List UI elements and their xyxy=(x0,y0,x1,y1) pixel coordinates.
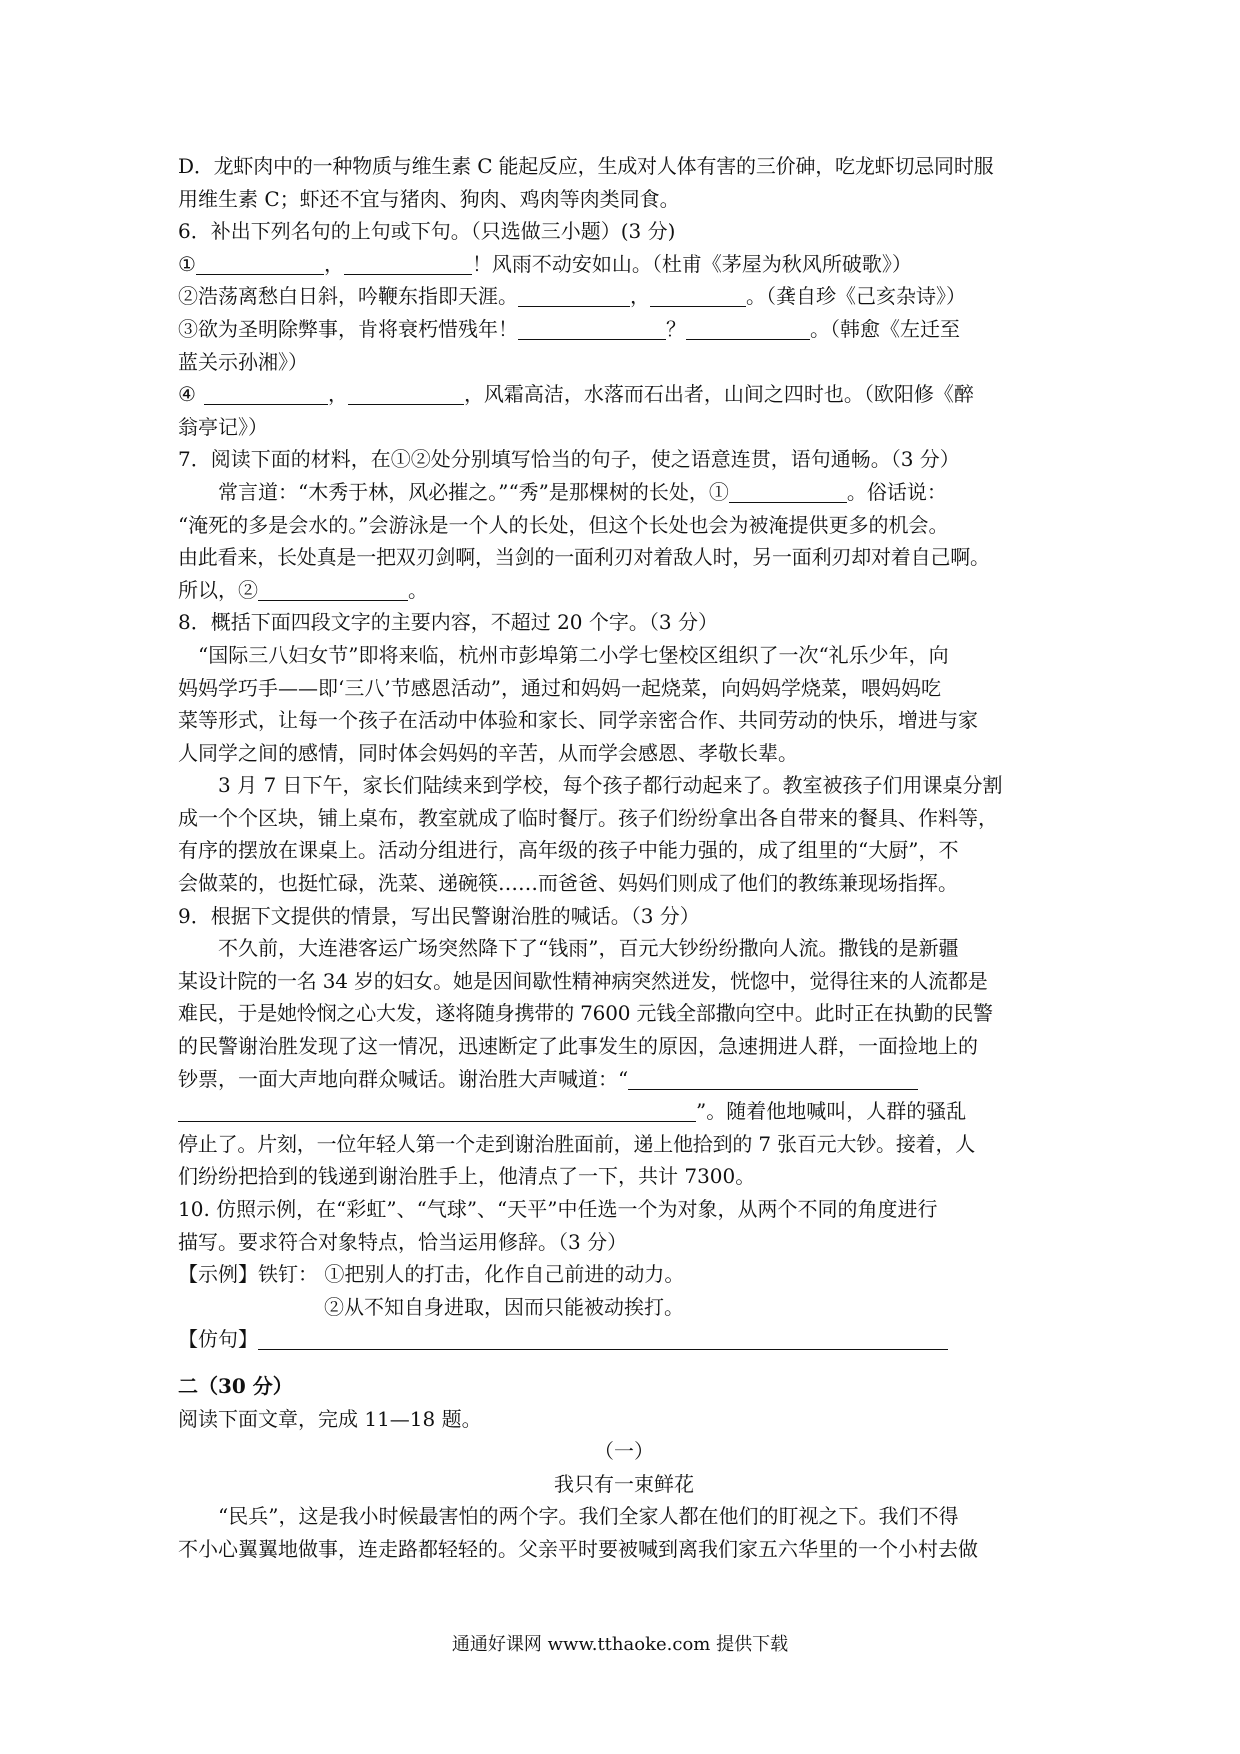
q9-para-line2: 某设计院的一名 34 岁的妇女。她是因间歇性精神病突然迸发，恍惚中，觉得往来的人流都是 xyxy=(178,968,988,993)
q9-para-line7: 停止了。片刻，一位年轻人第一个走到谢治胜面前，递上他拾到的 7 张百元大钞。接着，人 xyxy=(178,1131,976,1156)
q9-para-line1: 不久前，大连港客运广场突然降下了“钱雨”，百元大钞纷纷撒向人流。撒钱的是新疆 xyxy=(218,936,959,961)
q6-item-2: ②浩荡离愁白日斜，吟鞭东指即天涯。 ， 。（龚自珍《己亥杂诗》） xyxy=(178,284,966,309)
q10-example-line1: 【示例】铁钉： ①把别人的打击，化作自己前进的动力。 xyxy=(178,1262,685,1287)
q6-stem: 6．补出下列名句的上句或下句。（只选做三小题）(3 分) xyxy=(178,219,676,244)
answer-blank[interactable] xyxy=(258,1327,948,1350)
q10-stem-line2: 描写。要求符合对象特点，恰当运用修辞。（3 分） xyxy=(178,1229,628,1254)
q6-item-4-cont: 翁亭记》） xyxy=(178,414,268,439)
answer-blank[interactable] xyxy=(348,382,464,405)
answer-blank[interactable] xyxy=(344,252,472,275)
q8-para1-line3: 菜等形式，让每一个孩子在活动中体验和家长、同学亲密合作、共同劳动的快乐，增进与家 xyxy=(178,708,978,733)
q8-para2-line4: 会做菜的，也挺忙碌，洗菜、递碗筷……而爸爸、妈妈们则成了他们的教练兼现场指挥。 xyxy=(178,871,958,896)
answer-blank[interactable] xyxy=(204,382,328,405)
q9-para-line3: 难民，于是她怜悯之心大发，遂将随身携带的 7600 元钱全部撒向空中。此时正在执勤的民警 xyxy=(178,1001,993,1026)
section-2-instruction: 阅读下面文章，完成 11—18 题。 xyxy=(178,1406,482,1431)
q8-para2-line1: 3 月 7 日下午，家长们陆续来到学校，每个孩子都行动起来了。教室被孩子们用课桌分割 xyxy=(218,773,1003,798)
article-para-line2: 不小心翼翼地做事，连走路都轻轻的。父亲平时要被喊到离我们家五六华里的一个小村去做 xyxy=(178,1536,978,1561)
q5-option-d-line1: D．龙虾肉中的一种物质与维生素 C 能起反应，生成对人体有害的三价砷，吃龙虾切忌同时服 xyxy=(178,154,994,178)
answer-blank[interactable] xyxy=(518,284,630,307)
q8-para1-line1: “国际三八妇女节”即将来临，杭州市彭埠第二小学七堡校区组织了一次“礼乐少年，向 xyxy=(198,642,949,667)
exam-page xyxy=(178,150,1070,1566)
answer-blank[interactable] xyxy=(258,578,408,601)
q6-item-4: ④ ， ，风霜高洁，水落而石出者，山间之四时也。（欧阳修《醉 xyxy=(178,382,974,407)
q8-para1-line2: 妈妈学巧手——即‘三八’节感恩活动”，通过和妈妈一起烧菜，向妈妈学烧菜，喂妈妈吃 xyxy=(178,675,941,700)
q10-answer-line: 【仿句】 xyxy=(178,1323,1070,1356)
q7-para-line3: 由此看来，长处真是一把双刃剑啊，当剑的一面利刃对着敌人时，另一面利刃却对着自己啊。 xyxy=(178,545,990,570)
q10-stem-line1: 10. 仿照示例，在“彩虹”、“气球”、“天平”中任选一个为对象，从两个不同的角度进行 xyxy=(178,1197,938,1221)
q7-para-line1: 常言道：“木秀于林，风必摧之。”“秀”是那棵树的长处，① 。俗话说： xyxy=(218,479,947,504)
answer-blank[interactable] xyxy=(628,1067,918,1090)
answer-blank[interactable] xyxy=(686,317,810,340)
q9-para-line4: 的民警谢治胜发现了这一情况，迅速断定了此事发生的原因，急速拥进人群，一面捡地上的 xyxy=(178,1034,978,1059)
q9-para-line8: 们纷纷把拾到的钱递到谢治胜手上，他清点了一下，共计 7300。 xyxy=(178,1164,756,1189)
q7-stem: 7．阅读下面的材料，在①②处分别填写恰当的句子，使之语意连贯，语句通畅。（3 分） xyxy=(178,447,960,472)
answer-blank[interactable] xyxy=(518,317,666,340)
answer-blank[interactable] xyxy=(196,252,324,275)
article-title: 我只有一束鲜花 xyxy=(554,1471,694,1496)
q7-para-line2: “淹死的多是会水的。”会游泳是一个人的长处，但这个长处也会为被淹提供更多的机会。 xyxy=(178,512,949,537)
q9-para-line5: 钞票，一面大声地向群众喊话。谢治胜大声喊道：“ xyxy=(178,1063,1070,1096)
answer-blank[interactable] xyxy=(729,480,847,503)
q7-para-line4: 所以，② 。 xyxy=(178,577,428,602)
answer-blank[interactable] xyxy=(178,1099,696,1122)
q8-para2-line2: 成一个个区块，铺上桌布，教室就成了临时餐厅。孩子们纷纷拿出各自带来的餐具、作料等， xyxy=(178,805,998,830)
q8-para2-line3: 有序的摆放在课桌上。活动分组进行，高年级的孩子中能力强的，成了组里的“大厨”，不 xyxy=(178,838,959,863)
section-2-title: 二（30 分） xyxy=(178,1373,293,1398)
q8-stem: 8．概括下面四段文字的主要内容，不超过 20 个字。（3 分） xyxy=(178,610,718,635)
q9-stem: 9．根据下文提供的情景，写出民警谢治胜的喊话。（3 分） xyxy=(178,903,700,928)
q5-option-d-line2: 用维生素 C；虾还不宜与猪肉、狗肉、鸡肉等肉类同食。 xyxy=(178,186,680,211)
q8-para1-line4: 人同学之间的感情，同时体会妈妈的辛苦，从而学会感恩、孝敬长辈。 xyxy=(178,740,798,765)
page-footer: 通通好课网 www.tthaoke.com 提供下载 xyxy=(451,1634,789,1655)
q6-item-1: ① ， ！风雨不动安如山。（杜甫《茅屋为秋风所破歌》） xyxy=(178,251,912,276)
q10-example-line2: ②从不知自身进取，因而只能被动挨打。 xyxy=(324,1294,684,1319)
passage-part-label: （一） xyxy=(594,1439,654,1464)
q9-para-line6: ”。随着他地喊叫，人群的骚乱 xyxy=(178,1095,1070,1128)
article-para-line1: “民兵”，这是我小时候最害怕的两个字。我们全家人都在他们的盯视之下。我们不得 xyxy=(218,1504,959,1529)
q6-item-3: ③欲为圣明除弊事，肯将衰朽惜残年！ ？ 。（韩愈《左迁至 xyxy=(178,316,960,341)
q6-item-3-cont: 蓝关示孙湘》） xyxy=(178,349,308,374)
answer-blank[interactable] xyxy=(650,284,746,307)
